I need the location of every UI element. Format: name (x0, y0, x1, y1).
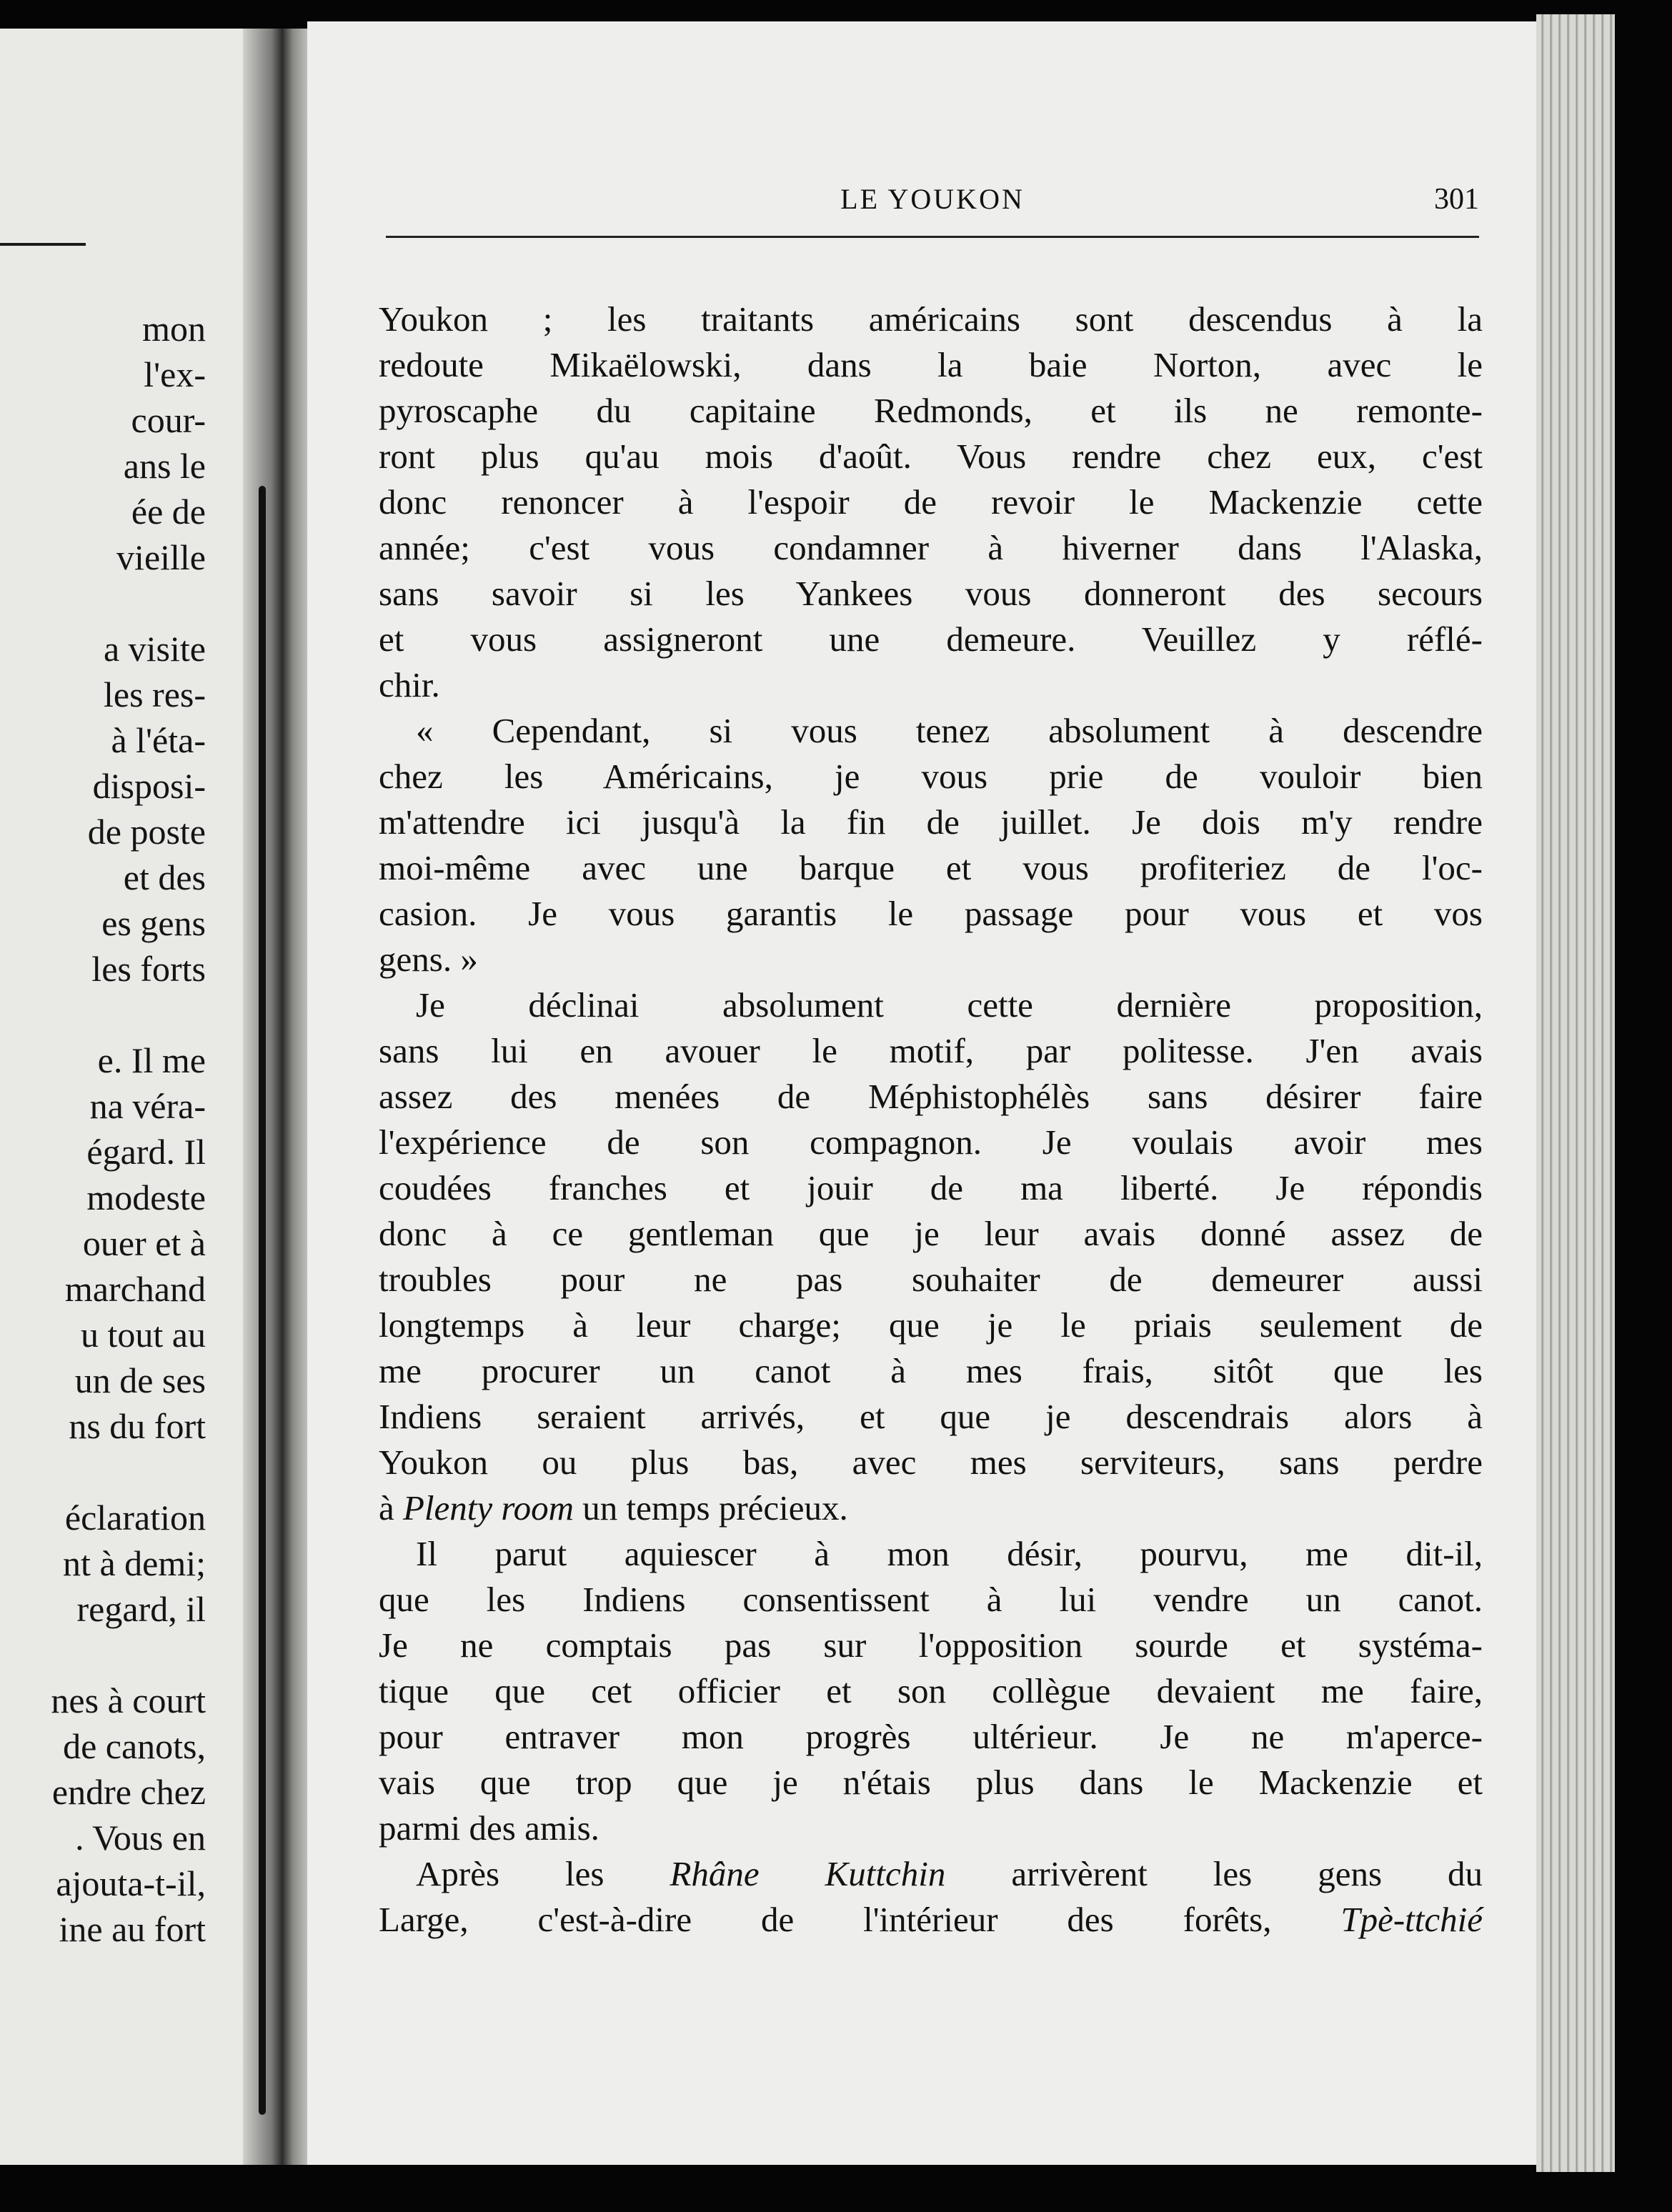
text-line (379, 1348, 1483, 1394)
text-line (379, 571, 1483, 617)
text-line (379, 708, 1483, 754)
text-line (379, 1302, 1483, 1348)
text-span: assez des menées de Méphistophélès sans désirer faire (379, 1077, 1483, 1116)
text-span: que les Indiens consentissent à lui vendre un canot. (379, 1580, 1483, 1619)
text-line (379, 525, 1483, 571)
body-text (379, 297, 1483, 1943)
text-span: casion. Je vous garantis le passage pour vous et vos (379, 894, 1483, 933)
text-span: et vous assigneront une demeure. Veuillez y réflé- (379, 619, 1483, 659)
text-line (379, 1211, 1483, 1257)
text-span: Je déclinai absolument cette dernière proposition, (416, 985, 1483, 1025)
text-line (379, 1623, 1483, 1668)
right-page (307, 21, 1536, 2165)
text-line (379, 754, 1483, 799)
text-line (379, 1668, 1483, 1714)
left-page-line: mon (142, 309, 206, 349)
left-page-line: un de ses (74, 1360, 206, 1400)
left-page-line: nes à court (51, 1680, 206, 1720)
running-title: LE YOUKON (840, 183, 1025, 215)
text-line (379, 1394, 1483, 1440)
book-gutter (243, 29, 314, 2165)
left-page-line: à l'éta- (111, 720, 206, 760)
text-span: à (379, 1488, 403, 1528)
text-span: l'expérience de son compagnon. Je voulais avoir mes (379, 1122, 1483, 1162)
text-line (379, 982, 1483, 1028)
text-line (379, 297, 1483, 342)
text-line (379, 388, 1483, 434)
left-page-line: vieille (116, 537, 206, 577)
left-page-line: ine au fort (59, 1909, 206, 1949)
text-line (379, 1897, 1483, 1943)
text-span: sans lui en avouer le motif, par politesse. J'en avais (379, 1031, 1483, 1070)
left-page-line: na véra- (89, 1086, 206, 1126)
text-span: redoute Mikaëlowski, dans la baie Norton, avec le (379, 345, 1483, 384)
text-span: m'attendre ici jusqu'à la fin de juillet. Je dois m'y rendre (379, 802, 1483, 842)
text-span: année; c'est vous condamner à hiverner dans l'Alaska, (379, 528, 1483, 567)
text-line (379, 1714, 1483, 1760)
text-line (379, 617, 1483, 662)
text-line (379, 1074, 1483, 1120)
left-page-line: marchand (64, 1269, 206, 1309)
text-span: sans savoir si les Yankees vous donneront des secours (379, 574, 1483, 613)
header-rule (386, 236, 1479, 238)
text-span: Youkon ou plus bas, avec mes serviteurs, sans perdre (379, 1443, 1483, 1482)
text-span: donc à ce gentleman que je leur avais donné assez de (379, 1214, 1483, 1253)
text-line (379, 937, 1483, 982)
left-page-line: les res- (104, 674, 206, 714)
text-span: Indiens seraient arrivés, et que je descendrais alors à (379, 1397, 1483, 1436)
text-span: tique que cet officier et son collègue devaient me faire, (379, 1671, 1483, 1710)
text-line (379, 1028, 1483, 1074)
italic-span: Plenty room (403, 1488, 574, 1528)
text-line (379, 434, 1483, 479)
left-page-line: cour- (131, 400, 206, 440)
left-page-line: ns du fort (69, 1406, 206, 1446)
italic-span: Tpè-ttchié (1340, 1900, 1483, 1939)
left-page-line: endre chez (51, 1772, 206, 1812)
left-page-line: . Vous en (75, 1818, 206, 1858)
text-line (379, 662, 1483, 708)
left-page-line: a visite (103, 629, 206, 669)
text-line (379, 845, 1483, 891)
running-head (386, 182, 1479, 232)
left-page-line: e. Il me (97, 1040, 206, 1080)
left-page-line: ans le (123, 446, 206, 486)
text-line (379, 1165, 1483, 1211)
text-span: Je ne comptais pas sur l'opposition sourde et systéma- (379, 1625, 1483, 1665)
left-page-line: de canots, (63, 1726, 206, 1766)
text-span: chir. (379, 665, 440, 704)
text-span: parmi des amis. (379, 1808, 599, 1848)
text-line (379, 479, 1483, 525)
left-page-line: nt à demi; (63, 1543, 206, 1583)
left-page-line: l'ex- (144, 354, 206, 394)
text-line (379, 1120, 1483, 1165)
left-page-line: égard. Il (86, 1132, 206, 1172)
text-line (379, 1531, 1483, 1577)
text-span: vais que trop que je n'étais plus dans le Mackenzie et (379, 1763, 1483, 1802)
text-span: pyroscaphe du capitaine Redmonds, et ils ne remonte- (379, 391, 1483, 430)
left-page-line: éclaration (64, 1498, 206, 1538)
left-page-line: de poste (87, 812, 206, 852)
text-span: arrivèrent les gens du (945, 1854, 1483, 1893)
text-span: troubles pour ne pas souhaiter de demeurer aussi (379, 1260, 1483, 1299)
text-span: me procurer un canot à mes frais, sitôt que les (379, 1351, 1483, 1390)
text-line (379, 1851, 1483, 1897)
left-page-line: regard, il (76, 1589, 206, 1629)
left-page-line: es gens (101, 903, 206, 943)
left-page-line: les forts (91, 949, 206, 989)
text-span: un temps précieux. (574, 1488, 848, 1528)
text-span: moi-même avec une barque et vous profiteriez de l'oc- (379, 848, 1483, 887)
page-number: 301 (1434, 183, 1479, 216)
text-line (379, 1257, 1483, 1302)
left-page-line: ée de (131, 492, 206, 532)
text-line (379, 1760, 1483, 1805)
text-span: donc renoncer à l'espoir de revoir le Mackenzie cette (379, 482, 1483, 522)
text-line (379, 1577, 1483, 1623)
text-line (379, 891, 1483, 937)
text-line (379, 1805, 1483, 1851)
text-span: Il parut aquiescer à mon désir, pourvu, me dit-il, (416, 1534, 1483, 1573)
italic-span: Rhâne Kuttchin (670, 1854, 946, 1893)
left-page-line: ouer et à (82, 1223, 206, 1263)
left-page-line: u tout au (81, 1315, 206, 1355)
text-span: Après les (416, 1854, 670, 1893)
text-span: chez les Américains, je vous prie de vouloir bien (379, 757, 1483, 796)
page-edges (1536, 14, 1615, 2172)
text-span: ront plus qu'au mois d'août. Vous rendre chez eux, c'est (379, 437, 1483, 476)
left-page-rule (0, 243, 86, 246)
text-span: coudées franches et jouir de ma liberté. Je répondis (379, 1168, 1483, 1207)
text-span: Youkon ; les traitants américains sont descendus à la (379, 299, 1483, 339)
text-span: longtemps à leur charge; que je le priais seulement de (379, 1305, 1483, 1345)
text-span: pour entraver mon progrès ultérieur. Je ne m'aperce- (379, 1717, 1483, 1756)
left-page-line: et des (123, 857, 206, 897)
left-page-line: modeste (86, 1177, 206, 1217)
text-line (379, 1440, 1483, 1485)
left-page-line: ajouta-t-il, (56, 1863, 206, 1903)
text-line (379, 342, 1483, 388)
left-page-line: disposi- (92, 766, 206, 806)
text-span: Large, c'est-à-dire de l'intérieur des forêts, (379, 1900, 1341, 1939)
text-line (379, 799, 1483, 845)
text-line (379, 1485, 1483, 1531)
spine-shadow (259, 486, 266, 2115)
text-span: « Cependant, si vous tenez absolument à descendre (416, 711, 1483, 750)
text-span: gens. » (379, 940, 478, 979)
